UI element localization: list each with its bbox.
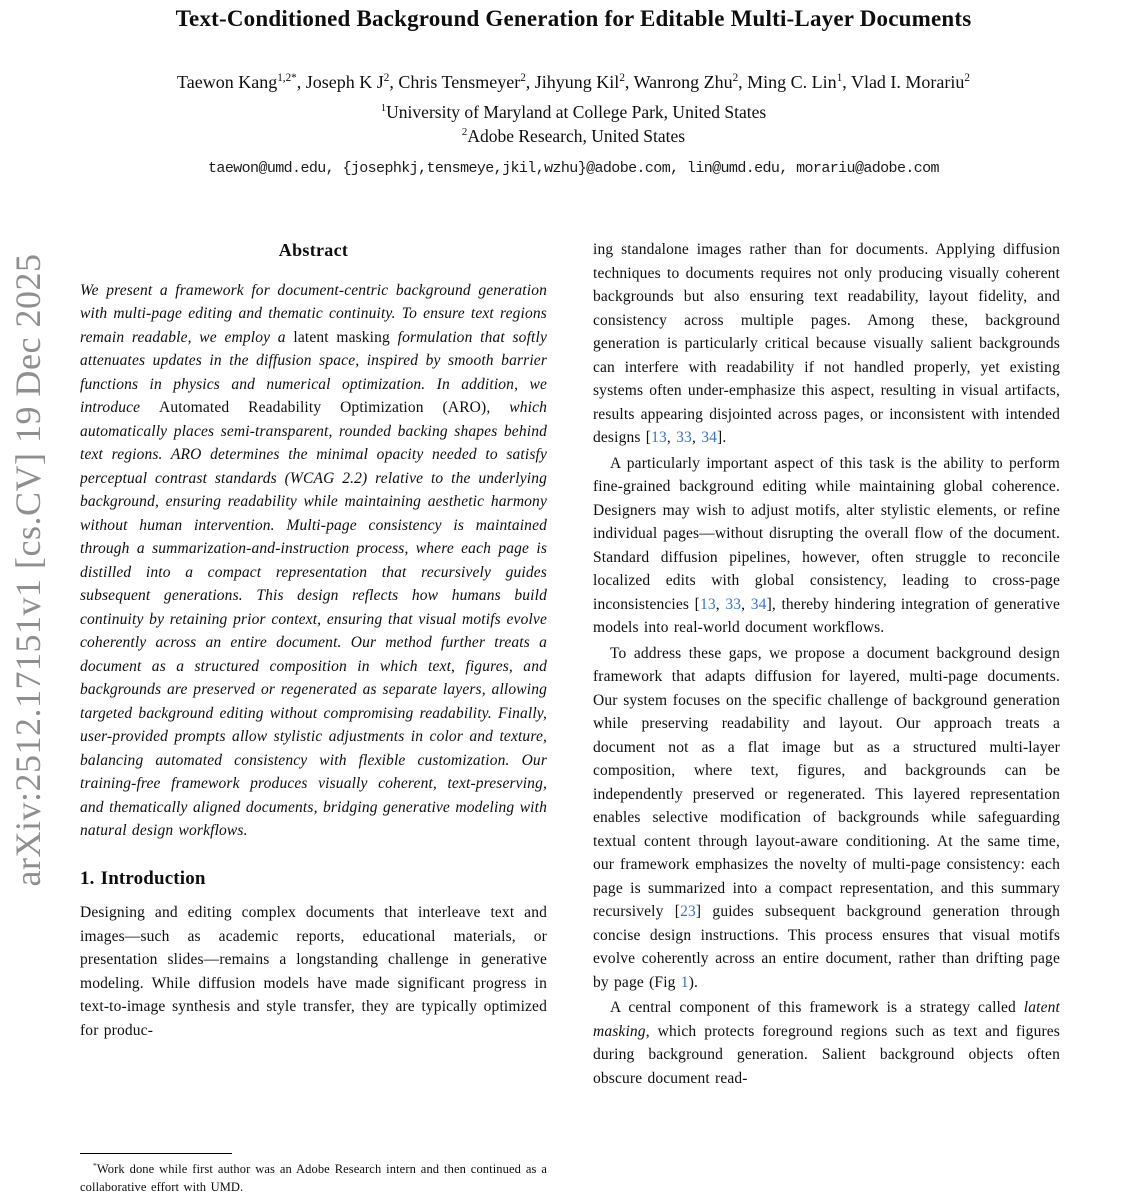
text-segment: 1,2* (277, 72, 297, 84)
text-segment: , which protects foreground regions such as text and figures during background generation. Salient background objects often obscure document read- (593, 1022, 1060, 1087)
paragraph-2 (593, 452, 1060, 640)
text-segment: A central component of this framework is a strategy called (610, 999, 1024, 1016)
left-column (80, 238, 547, 1200)
text-segment: 1 (380, 102, 387, 115)
citation-link[interactable]: 34 (701, 429, 718, 446)
author-emails: taewon@umd.edu, {josephkj,tensmeye,jkil,wzhu}@adobe.com, lin@umd.edu, morariu@adobe.com (208, 160, 939, 177)
text-segment: , Wanrong Zhu (624, 72, 733, 92)
text-segment: University of Maryland at College Park, United States (386, 102, 767, 122)
arxiv-stamp: arXiv:2512.17151v1 [cs.CV] 19 Dec 2025 (8, 253, 48, 887)
text-segment: 2 (732, 72, 739, 84)
authors-line (0, 72, 1147, 93)
paper-title: Text-Conditioned Background Generation for Editable Multi-Layer Documents (175, 6, 972, 31)
text-segment: * (93, 1160, 97, 1170)
text-segment: ]. (717, 429, 727, 446)
text-segment: , Jihyung Kil (525, 72, 620, 92)
text-segment: ] guides subsequent background generation through concise design instructions. This process ensures that visual motifs evolve coherently across an entire document, rather than drifting page by page (Fig (593, 903, 1060, 991)
citation-link[interactable]: 23 (680, 903, 696, 920)
text-segment: 1 (836, 72, 843, 84)
affiliation-adobe (0, 126, 1147, 147)
text-segment: 2 (383, 72, 390, 84)
right-column (593, 238, 1060, 1200)
text-segment: latent masking (593, 999, 1060, 1040)
text-segment: ). (688, 973, 699, 991)
paper-header (0, 0, 1147, 177)
footnote-rule (80, 1153, 232, 1154)
paragraph-4 (593, 996, 1060, 1090)
text-segment: A particularly important aspect of this task is the ability to perform fine-grained background editing while maintaining global coherence. Designers may wish to adjust motifs, alter stylistic elements, or refine individual pages—without disrupting the overall flow of the document. Standard diffusion pipelines, however, often struggle to reconcile localized edits with global consistency, leading to cross-page inconsistencies [ (593, 454, 1060, 613)
text-segment: , (715, 595, 726, 613)
text-segment: , Joseph K J (296, 72, 384, 92)
text-segment: , which automatically places semi-transparent, rounded backing shapes behind text regions. ARO determines the minimal opacity needed to satisfy perceptual contrast standards (WCAG 2.2) relative to the underlying background, ensuring readability while maintaining aesthetic harmony without human intervention. Multi-page consistency is maintained through a summarization-and-instruction process, where each page is distilled into a compact representation that recursively guides subsequent generations. This design reflects how humans build continuity by retaining prior context, ensuring that visual motifs evolve coherently across an entire document. Our method further treats a document as a structured composition in which text, figures, and backgrounds are preserved or regenerated as separate layers, allowing targeted background editing without compromising readability. Finally, user-provided prompts allow stylistic adjustments in color and texture, balancing automated consistency with flexible customization. Our training-free framework produces visually coherent, text-preserving, and thematically aligned documents, bridging generative modeling with natural design workflows. (80, 399, 547, 839)
citation-link[interactable]: 13 (651, 429, 667, 446)
text-segment: , (666, 429, 677, 446)
text-segment: Work done while first author was an Adobe Research intern and then continued as a collaborative effort with UMD. (80, 1162, 547, 1194)
text-segment: formulation that softly attenuates updates in the diffusion space, inspired by smooth barrier functions in physics and numerical optimization. In addition, we introduce (80, 328, 547, 416)
footnote-text (80, 1161, 547, 1196)
text-segment: Adobe Research, United States (467, 126, 686, 146)
abstract-heading: Abstract (278, 240, 349, 260)
text-segment: 2 (619, 72, 625, 84)
text-segment: 2 (461, 126, 468, 139)
footnote-block (80, 1153, 547, 1196)
text-segment: , (741, 595, 751, 613)
text-segment: Automated Readability Optimization (ARO) (159, 399, 487, 416)
text-segment: ], thereby hindering integration of generative models into real-world document workflows. (593, 595, 1060, 636)
text-segment: 2 (520, 72, 526, 84)
section-heading-introduction: 1. Introduction (80, 867, 206, 889)
paragraph-1 (593, 238, 1060, 450)
text-segment: , Ming C. Lin (738, 72, 837, 92)
citation-link[interactable]: 34 (750, 595, 767, 613)
text-segment: ing standalone images rather than for documents. Applying diffusion techniques to documents requires not only producing visually coherent backgrounds but also ensuring text readability, layout fidelity, and consistency across multiple pages. Among these, background generation is particularly critical because visually salient backgrounds can interfere with readability if not handled properly, yet existing systems often under-emphasize this aspect, resulting in visual artifacts, results appearing disjointed across pages, or inconsistent with intended designs [ (593, 241, 1060, 446)
citation-link[interactable]: 33 (725, 595, 742, 613)
text-segment: 2 (964, 72, 970, 84)
intro-paragraph (80, 901, 547, 1042)
text-segment: latent masking (293, 328, 390, 346)
text-segment: , Chris Tensmeyer (389, 72, 521, 92)
affiliation-umd (0, 102, 1147, 123)
text-segment: , (691, 429, 702, 446)
paragraph-3 (593, 642, 1060, 995)
text-segment: We present a framework for document-centric background generation with multi-page editing and thematic continuity. To ensure text regions remain readable, we employ a (80, 281, 547, 346)
two-column-body (80, 238, 1060, 1200)
text-segment: Designing and editing complex documents that interleave text and images—such as academic reports, educational materials, or presentation slides—remains a longstanding challenge in generative modeling. While diffusion models have made significant progress in text-to-image synthesis and style transfer, they are typically optimized for produc- (80, 904, 547, 1039)
abstract-text (80, 279, 547, 843)
citation-link[interactable]: 33 (676, 429, 692, 446)
text-segment: Taewon Kang (176, 72, 278, 92)
text-segment: To address these gaps, we propose a document background design framework that adapts diffusion for layered, multi-page documents. Our system focuses on the specific challenge of background generation while preserving readability and layout. Our approach treats a document not as a flat image but as a structured multi-layer composition, where text, figures, and backgrounds can be independently preserved or regenerated. This layered representation enables selective modification of backgrounds while safeguarding textual content through layout-aware conditioning. At the same time, our framework emphasizes the novelty of multi-page consistency: each page is summarized into a compact representation, and this summary recursively [ (593, 644, 1060, 920)
citation-link[interactable]: 1 (680, 973, 689, 991)
citation-link[interactable]: 13 (699, 595, 716, 613)
text-segment: , Vlad I. Morariu (842, 72, 965, 92)
